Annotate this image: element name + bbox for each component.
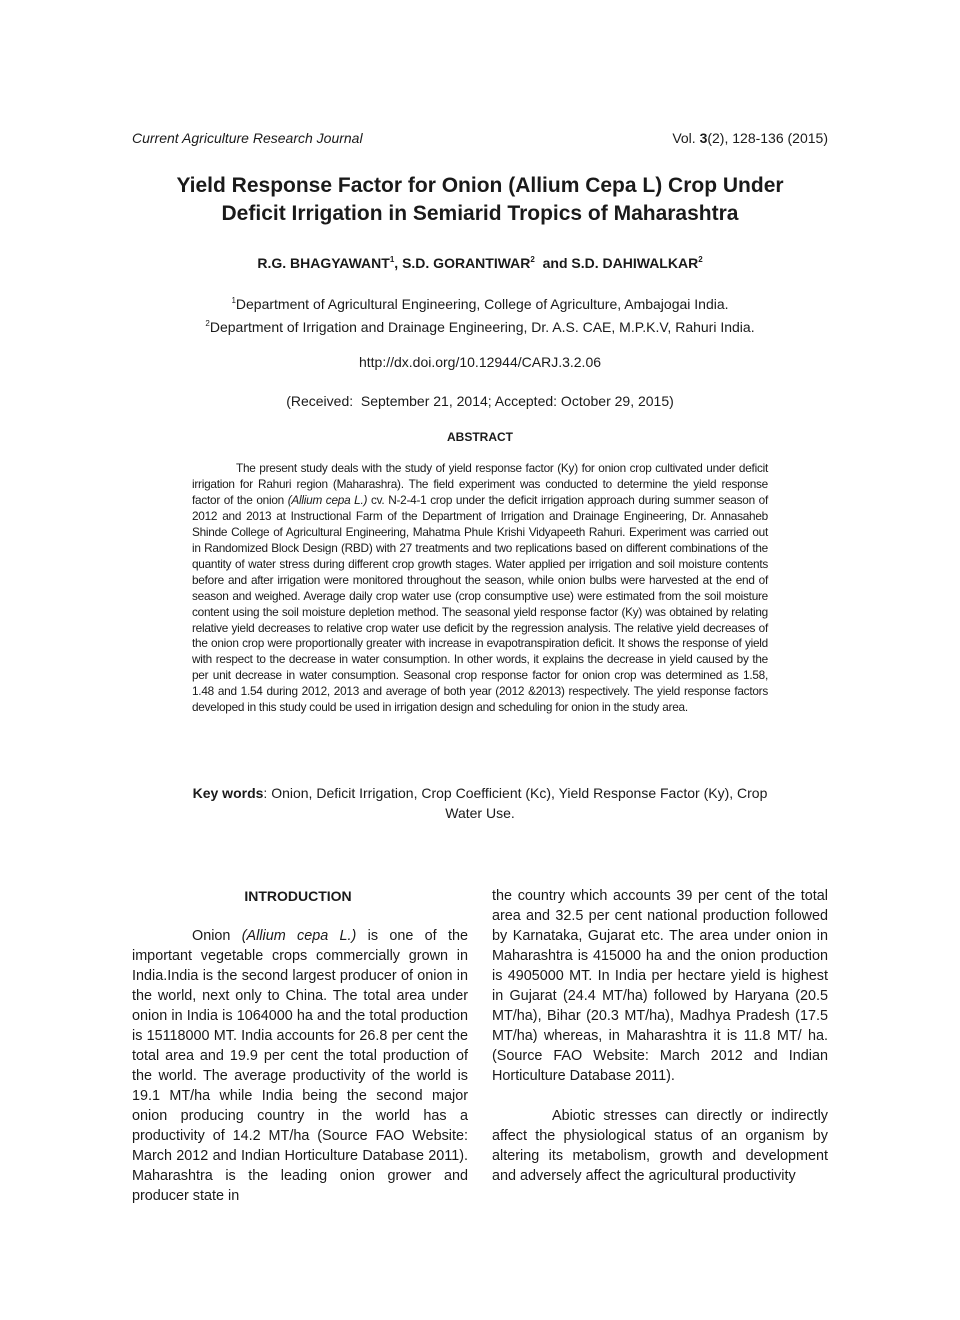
abstract-body (192, 461, 768, 716)
abstract-part-2: cv. N-2-4-1 crop under the deficit irrigation approach during summer season of 2012 and 2013 at Instructional Farm of the Department of Irrigation and Drainage Engineering, Dr. Annasaheb Shinde College of Agricultural Engineering, Mahatma Phule Krishi Vidyapeeth Rahuri. Experiment was carried out in Randomized Block Design (RBD) with 27 treatments and two replications based on different combinations of the quantity of water stress during different crop growth stages. Water applied per irrigation and soil moisture contents before and after irrigation were monitored throughout the season, while onion bulbs were harvested at the end of season and weighed. Average daily crop water use (crop consumptive use) were estimated from the soil moisture content using the soil moisture depletion method. The seasonal yield response factor (Ky) was obtained by relating relative yield decreases to relative crop water use deficit by the regression analysis. The relative yield decreases of the onion crop were proportionally greater with increase in evapotranspiration deficit. It shows the response of yield with respect to the decrease in water consumption. In other words, it explains the decrease in yield caused by the per unit decrease in water consumption. Seasonal crop response factor for onion crop was determined as 1.58, 1.48 and 1.54 during 2012, 2013 and average of both year (2012 &2013) respectively. The yield response factors developed in this study could be used in irrigation design and scheduling for onion in the study area. (192, 492, 769, 715)
keywords (180, 783, 780, 823)
author-1: R.G. BHAGYAWANT$^1$ (257, 255, 395, 271)
author-1-affil: 1 (389, 255, 395, 264)
intro-species-name: (Allium cepa L.) (241, 928, 357, 944)
title-line-1: Yield Response Factor for Onion (Allium Cepa L) Crop Under (176, 174, 784, 197)
volume-info (672, 130, 828, 146)
vol-number: 3 (699, 130, 708, 146)
vol-prefix: Vol. (672, 130, 700, 146)
abstract-part-1: The present study deals with the study of yield response factor (Ky) for onion crop cultivated under deficit irrigation for Rahuri region (Maharashra). The field experiment was conducted to determine the yield response factor of the onion (192, 461, 768, 507)
title-line-2: Deficit Irrigation in Semiarid Tropics of Maharashtra (221, 202, 739, 225)
abstract-heading: ABSTRACT (447, 430, 513, 444)
vol-suffix: (2), 128-136 (2015) (707, 130, 828, 146)
keywords-label: Key words (192, 785, 264, 801)
running-head (132, 130, 828, 150)
author-list (100, 251, 860, 272)
author-2-affil: 2 (530, 255, 535, 264)
author-separator: and (534, 255, 572, 271)
author-3: S.D. DAHIWALKAR$^2$ (571, 255, 703, 271)
column-left (132, 886, 468, 1206)
author-separator: , (394, 255, 403, 271)
affiliation-1: $^1$Department of Agricultural Engineering, College of Agriculture, Ambajogai India. (231, 296, 729, 312)
affiliation-2: $^2$Department of Irrigation and Drainage Engineering, Dr. A.S. CAE, M.P.K.V, Rahuri India. (205, 319, 755, 335)
intro-paragraph-1-continued: the country which accounts 39 per cent of the total area and 32.5 per cent national production followed by Karnataka, Gujarat etc. The area under onion in Maharashtra is 415000 ha and the onion production is 4905000 MT. In India per hectare yield is highest in Gujarat (24.4 MT/ha) followed by Haryana (20.5 MT/ha), Bihar (20.3 MT/ha), Madhya Pradesh (17.5 MT/ha) whereas, in Maharashtra it is 11.8 MT/ ha. (Source FAO Website: March 2012 and Indian Horticulture Database 2011). (492, 888, 828, 1084)
intro-paragraph-1: Onion (Allium cepa L.) is one of the important vegetable crops commercially grown in India.India is the second largest producer of onion in the world, next only to China. The total area under onion in India is 1064000 ha and the total production is 15118000 MT. India accounts for 26.8 per cent the total area and 19.9 per cent the total production of the world. The average productivity of the world is 19.1 MT/ha while India being the second major onion producing country in the world has a productivity of 14.2 MT/ha (Source FAO Website: March 2012 and Indian Horticulture Database 2011). Maharashtra is the leading onion grower and producer state in (132, 928, 468, 1204)
column-right (492, 886, 828, 1186)
abstract-species-name: (Allium cepa L.) (287, 492, 368, 507)
affiliations (100, 291, 860, 337)
keywords-text: : Onion, Deficit Irrigation, Crop Coefficient (Kc), Yield Response Factor (Ky), Crop Water Use. (263, 785, 768, 821)
paper-title (100, 172, 860, 228)
author-2: S.D. GORANTIWAR$^2$ (402, 255, 535, 271)
journal-name: Current Agriculture Research Journal (132, 130, 363, 146)
intro-paragraph-2: Abiotic stresses can directly or indirectly affect the physiological status of an organism by altering its metabolism, growth and development and adversely affect the agricultural productivity (492, 1108, 828, 1184)
author-3-affil: 2 (698, 255, 703, 264)
received-accepted-dates: (Received: September 21, 2014; Accepted: October 29, 2015) (286, 393, 674, 409)
introduction-heading: INTRODUCTION (244, 888, 352, 904)
doi-link[interactable]: http://dx.doi.org/10.12944/CARJ.3.2.06 (358, 354, 602, 370)
